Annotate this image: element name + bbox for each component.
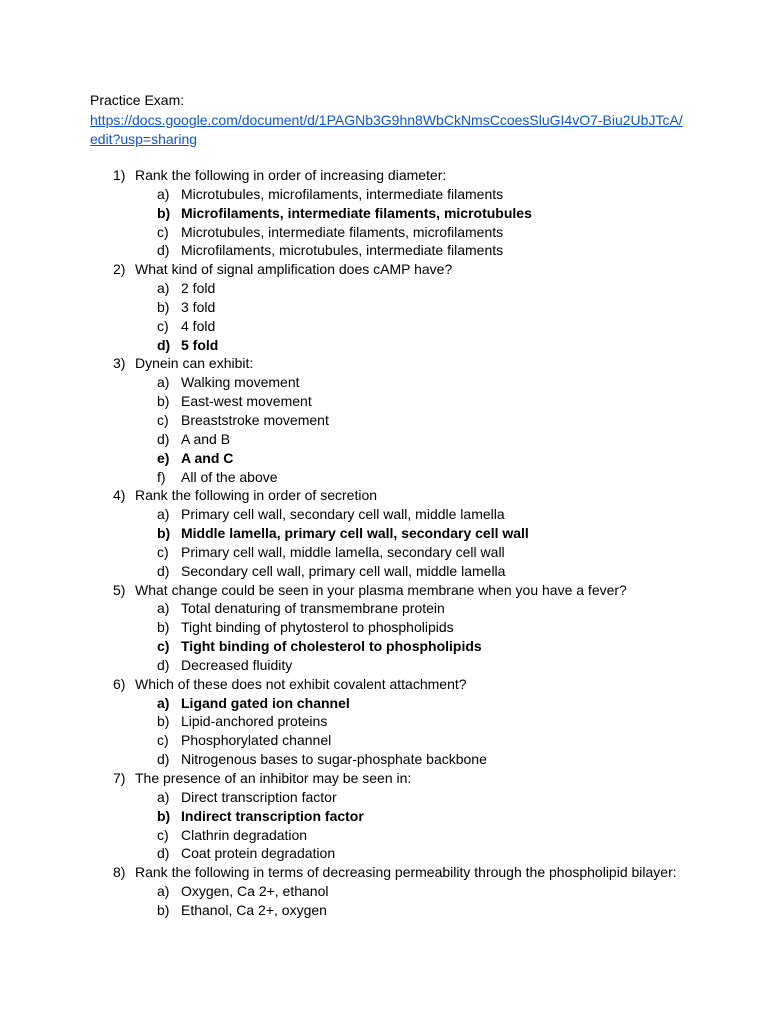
answer-option (0, 279, 768, 298)
option-letter: a) (157, 280, 170, 297)
question-text: The presence of an inhibitor may be seen in: (135, 770, 412, 786)
option-letter: d) (157, 751, 170, 768)
option-text: Clathrin degradation (181, 826, 308, 843)
option-text: Decreased fluidity (181, 656, 293, 673)
answer-option (0, 223, 768, 242)
question-item (0, 486, 768, 505)
option-text: Microfilaments, microtubules, intermediate filaments (181, 242, 504, 259)
option-letter: b) (157, 393, 170, 410)
answer-option (0, 468, 768, 487)
option-letter: b) (157, 204, 171, 221)
question-text: Rank the following in terms of decreasing permeability through the phospholipid bilayer: (135, 864, 677, 881)
answer-option (0, 844, 768, 863)
question-number: 4) (113, 487, 126, 504)
question-item (0, 354, 768, 373)
answer-option (0, 185, 768, 204)
question-number: 2) (113, 261, 126, 278)
option-text: Primary cell wall, middle lamella, secondary cell wall (181, 543, 505, 560)
answer-option (0, 543, 768, 562)
answer-option (0, 317, 768, 336)
option-text: 4 fold (181, 317, 216, 334)
question-text: What kind of signal amplification does cAMP have? (135, 261, 453, 278)
question-number: 6) (113, 675, 126, 692)
answer-option-correct (0, 524, 768, 543)
question-number: 3) (113, 355, 126, 372)
option-text: Tight binding of cholesterol to phospholipids (181, 638, 482, 655)
answer-option (0, 505, 768, 524)
option-letter: b) (157, 713, 170, 730)
option-letter: c) (157, 826, 169, 843)
document-link-line-2[interactable]: edit?usp=sharing (90, 131, 198, 147)
option-text: Oxygen, Ca 2+, ethanol (181, 883, 329, 900)
option-text: All of the above (181, 468, 278, 485)
answer-option-correct (0, 449, 768, 468)
answer-option (0, 788, 768, 807)
option-text: Microtubules, intermediate filaments, microfilaments (181, 223, 504, 240)
option-text: Indirect transcription factor (181, 807, 364, 824)
option-text: Microtubules, microfilaments, intermediate filaments (181, 185, 504, 202)
option-text: 3 fold (181, 298, 216, 315)
option-letter: d) (157, 656, 170, 673)
option-text: Tight binding of phytosterol to phospholipids (181, 619, 454, 636)
answer-option (0, 241, 768, 260)
answer-option (0, 562, 768, 581)
answer-option (0, 901, 768, 920)
option-letter: c) (157, 638, 170, 655)
option-text: Ethanol, Ca 2+, oxygen (181, 901, 327, 918)
option-text: Coat protein degradation (181, 845, 336, 862)
option-text: Lipid-anchored proteins (181, 713, 328, 730)
option-letter: a) (157, 883, 170, 900)
exam-title: Practice Exam: (90, 92, 185, 108)
question-item (0, 260, 768, 279)
answer-option (0, 373, 768, 392)
answer-option-correct (0, 807, 768, 826)
option-letter: b) (157, 807, 171, 824)
option-letter: b) (157, 298, 170, 315)
option-letter: d) (157, 430, 170, 447)
question-item (0, 675, 768, 694)
option-letter: d) (157, 242, 170, 259)
answer-option-correct (0, 204, 768, 223)
option-letter: c) (157, 317, 169, 334)
answer-option (0, 826, 768, 845)
answer-option (0, 656, 768, 675)
question-list (0, 166, 768, 920)
answer-option (0, 411, 768, 430)
option-letter: c) (157, 223, 169, 240)
option-letter: a) (157, 374, 170, 391)
question-item (0, 581, 768, 600)
question-text: Rank the following in order of secretion (135, 487, 378, 504)
answer-option (0, 882, 768, 901)
option-letter: a) (157, 600, 170, 617)
option-text: Microfilaments, intermediate filaments, microtubules (181, 204, 532, 221)
answer-option-correct (0, 637, 768, 656)
option-text: Total denaturing of transmembrane protein (181, 600, 445, 617)
option-letter: a) (157, 506, 170, 523)
option-text: A and B (181, 430, 231, 447)
question-item (0, 863, 768, 882)
question-text: Which of these does not exhibit covalent attachment? (135, 675, 467, 692)
question-item (0, 166, 768, 185)
answer-option (0, 599, 768, 618)
option-text: Walking movement (181, 374, 300, 391)
answer-option (0, 731, 768, 750)
answer-option (0, 298, 768, 317)
answer-option (0, 430, 768, 449)
option-letter: b) (157, 901, 170, 918)
option-letter: c) (157, 411, 169, 428)
question-text: Rank the following in order of increasing diameter: (135, 167, 447, 183)
question-number: 5) (113, 581, 126, 598)
answer-option (0, 618, 768, 637)
option-text: Nitrogenous bases to sugar-phosphate backbone (181, 751, 487, 768)
question-number: 8) (113, 864, 126, 881)
question-number: 7) (113, 770, 126, 786)
option-letter: c) (157, 543, 169, 560)
option-letter: a) (157, 788, 170, 805)
option-letter: b) (157, 619, 170, 636)
answer-option (0, 392, 768, 411)
answer-option (0, 750, 768, 769)
option-letter: a) (157, 694, 170, 711)
question-text: Dynein can exhibit: (135, 355, 254, 372)
option-letter: d) (157, 845, 170, 862)
option-text: Middle lamella, primary cell wall, secondary cell wall (181, 525, 529, 542)
option-text: Breaststroke movement (181, 411, 329, 428)
option-letter: a) (157, 185, 170, 202)
option-text: Ligand gated ion channel (181, 694, 350, 711)
document-link[interactable] (90, 111, 690, 149)
option-text: East-west movement (181, 393, 312, 410)
question-item (0, 769, 768, 788)
option-text: Primary cell wall, secondary cell wall, middle lamella (181, 506, 505, 523)
option-text: A and C (181, 449, 234, 466)
option-letter: c) (157, 732, 169, 749)
answer-option-correct (0, 694, 768, 713)
document-link-line-1[interactable]: https://docs.google.com/document/d/1PAGNb3G9hn8WbCkNmsCcoesSluGI4vO7-Biu2UbJTcA/ (90, 112, 683, 128)
option-letter: f) (157, 468, 166, 485)
question-number: 1) (113, 167, 126, 183)
option-letter: b) (157, 525, 171, 542)
option-text: 2 fold (181, 280, 216, 297)
answer-option-correct (0, 336, 768, 355)
option-text: Phosphorylated channel (181, 732, 332, 749)
option-text: Direct transcription factor (181, 788, 337, 805)
option-letter: d) (157, 562, 170, 579)
option-text: Secondary cell wall, primary cell wall, middle lamella (181, 562, 506, 579)
option-letter: e) (157, 449, 170, 466)
answer-option (0, 712, 768, 731)
question-text: What change could be seen in your plasma membrane when you have a fever? (135, 581, 627, 598)
option-letter: d) (157, 336, 171, 353)
option-text: 5 fold (181, 336, 219, 353)
